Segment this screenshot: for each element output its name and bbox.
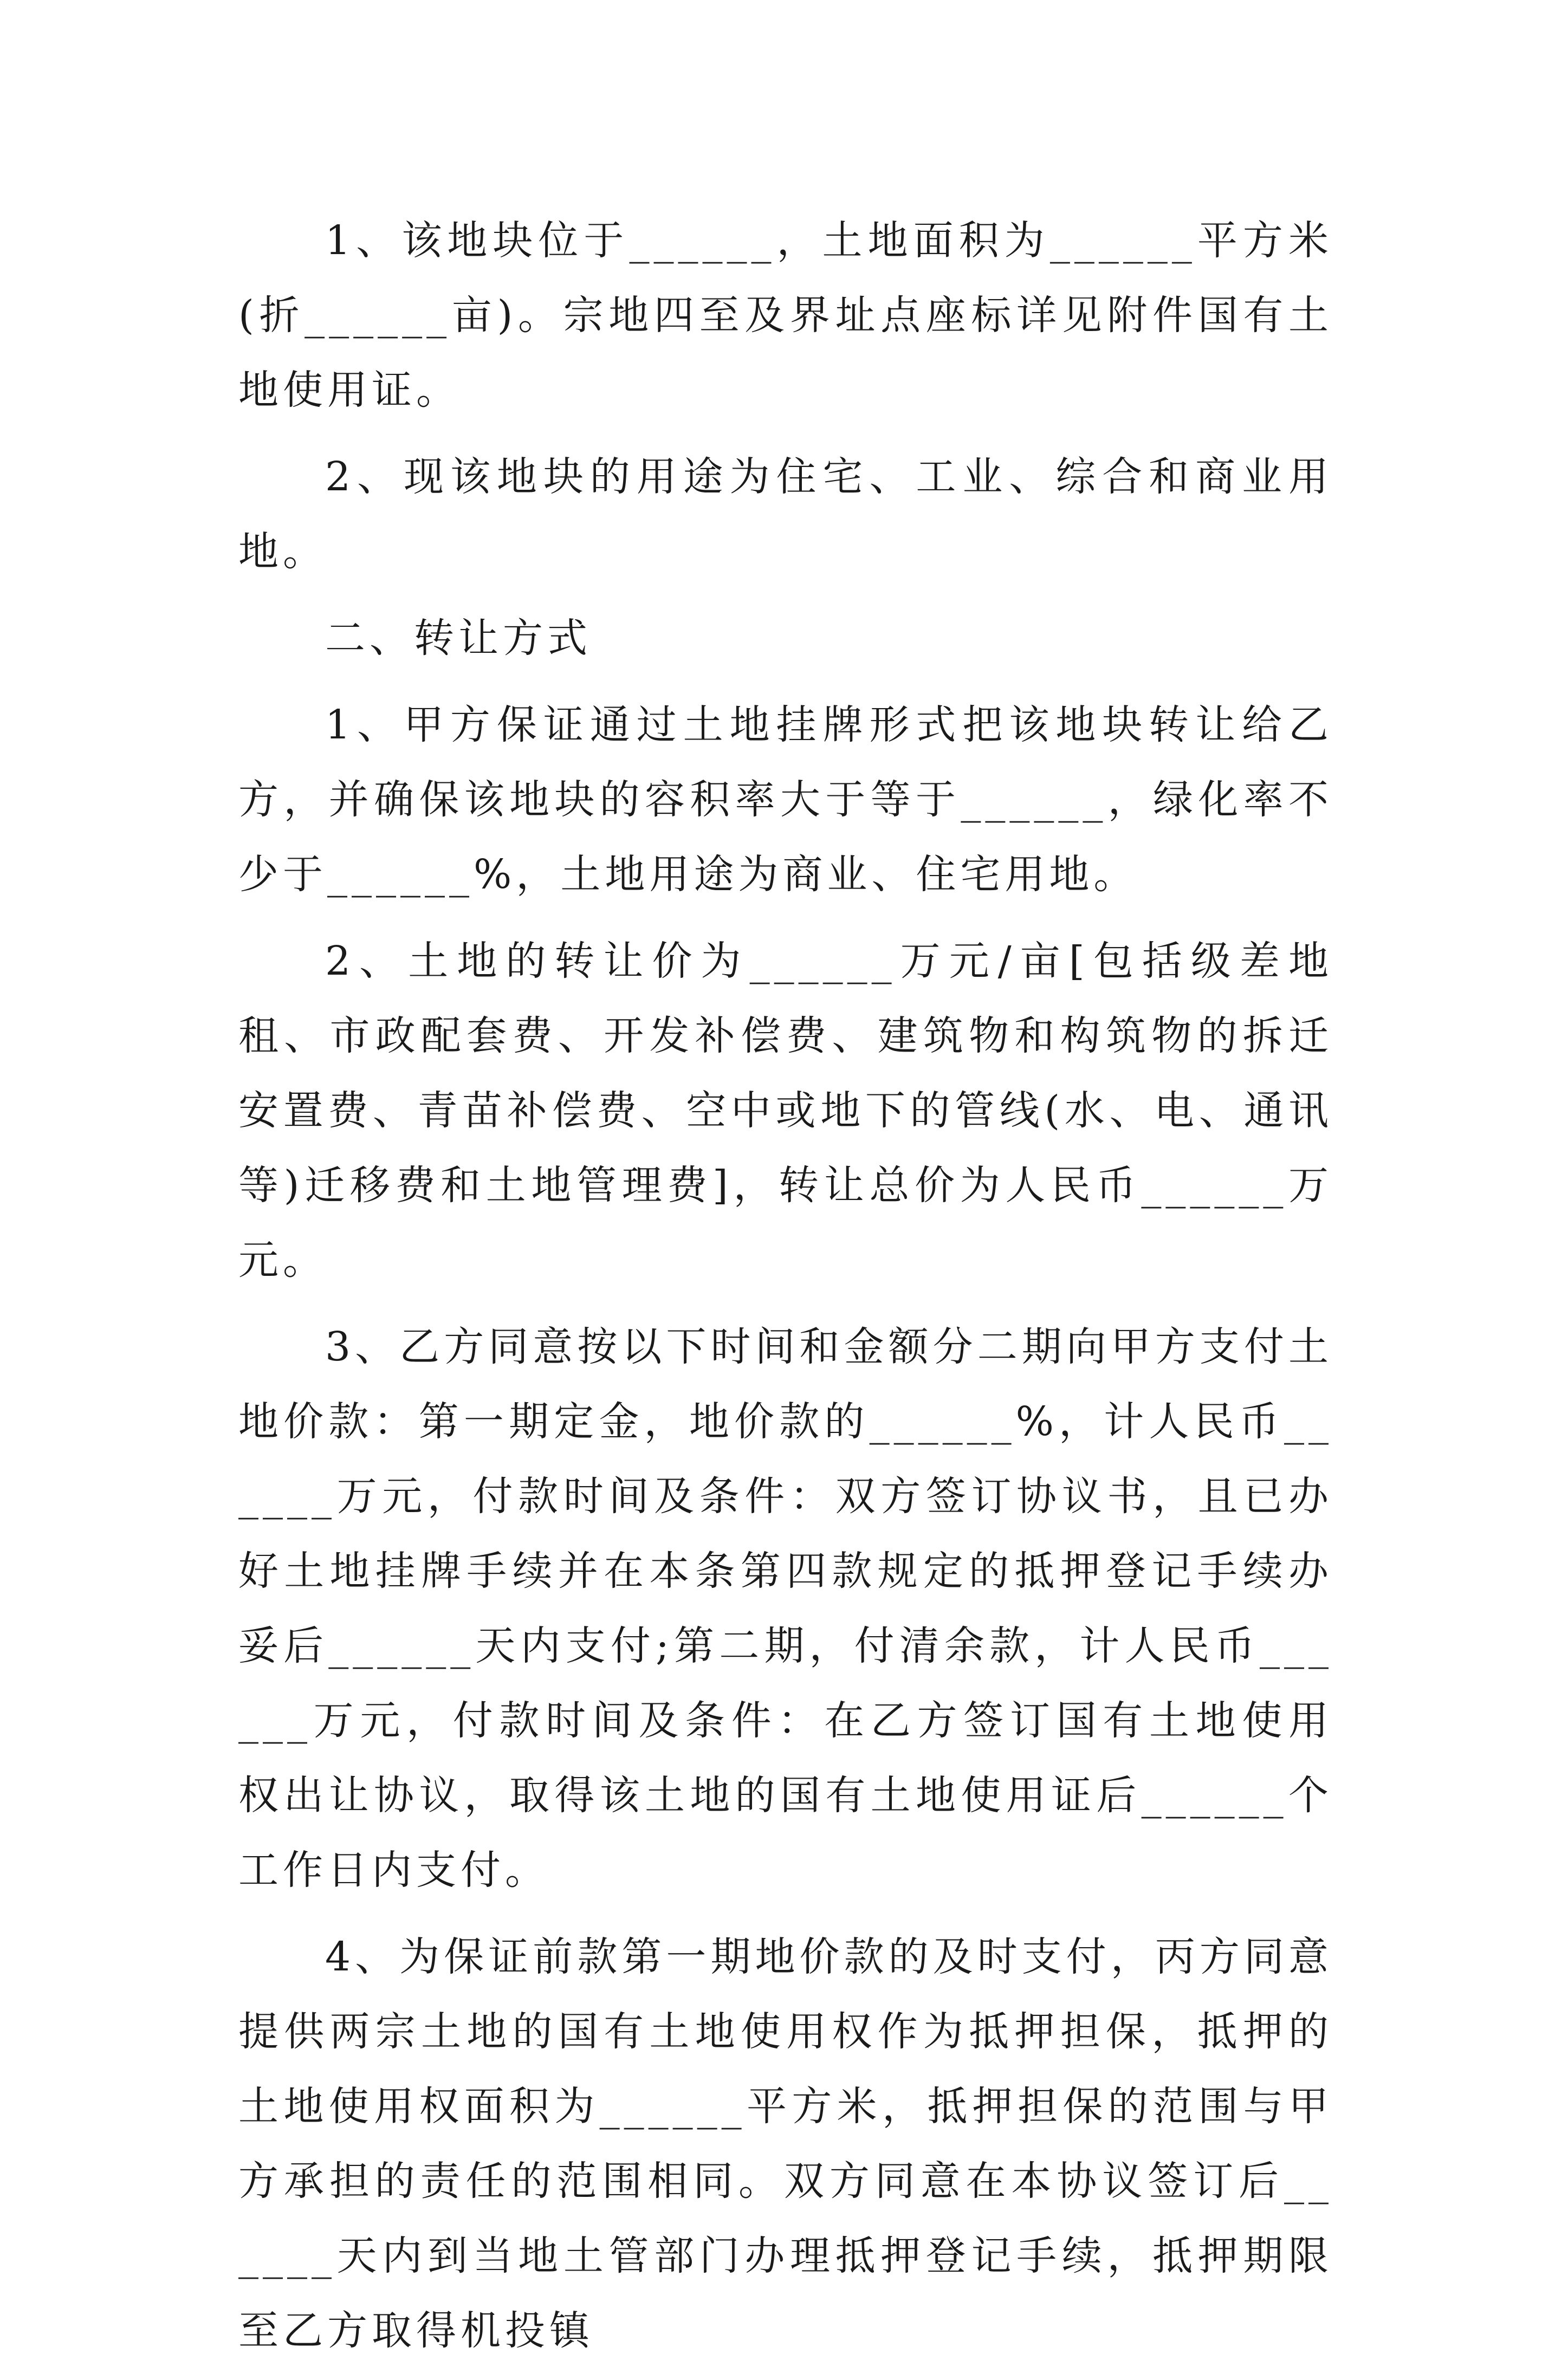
paragraph-payment-schedule: 3、乙方同意按以下时间和金额分二期向甲方支付土地价款：第一期定金，地价款的______%，计人民币______万元，付款时间及条件：双方签订协议书，且已办好土地挂牌手续并在本条第四款规定的抵押登记手续办妥后______天内支付;第二期，付清余款，计人民币______万元，付款时间及条件：在乙方签订国有土地使用权出让协议，取得该土地的国有土地使用证后______个工作日内支付。	[238, 1324, 1333, 1893]
section-heading-transfer-method: 二、转让方式	[325, 615, 592, 662]
paragraph-land-use: 2、现该地块的用途为住宅、工业、综合和商业用地。	[238, 453, 1333, 575]
document-body	[238, 203, 1333, 2380]
paragraph-transfer-guarantee: 1、甲方保证通过土地挂牌形式把该地块转让给乙方，并确保该地块的容积率大于等于______，绿化率不少于______%，土地用途为商业、住宅用地。	[238, 702, 1333, 898]
paragraph-transfer-price: 2、土地的转让价为______万元/亩[包括级差地租、市政配套费、开发补偿费、建筑物和构筑物的拆迁安置费、青苗补偿费、空中或地下的管线(水、电、通讯等)迁移费和土地管理费]，转让总价为人民币______万元。	[238, 938, 1333, 1283]
paragraph-land-location: 1、该地块位于______，土地面积为______平方米(折______亩)。宗地四至及界址点座标详见附件国有土地使用证。	[238, 217, 1333, 413]
paragraph-mortgage-guarantee: 4、为保证前款第一期地价款的及时支付，丙方同意提供两宗土地的国有土地使用权作为抵押担保，抵押的土地使用权面积为______平方米，抵押担保的范围与甲方承担的责任的范围相同。双方同意在本协议签订后______天内到当地土管部门办理抵押登记手续，抵押期限至乙方取得机投镇	[238, 1934, 1333, 2354]
